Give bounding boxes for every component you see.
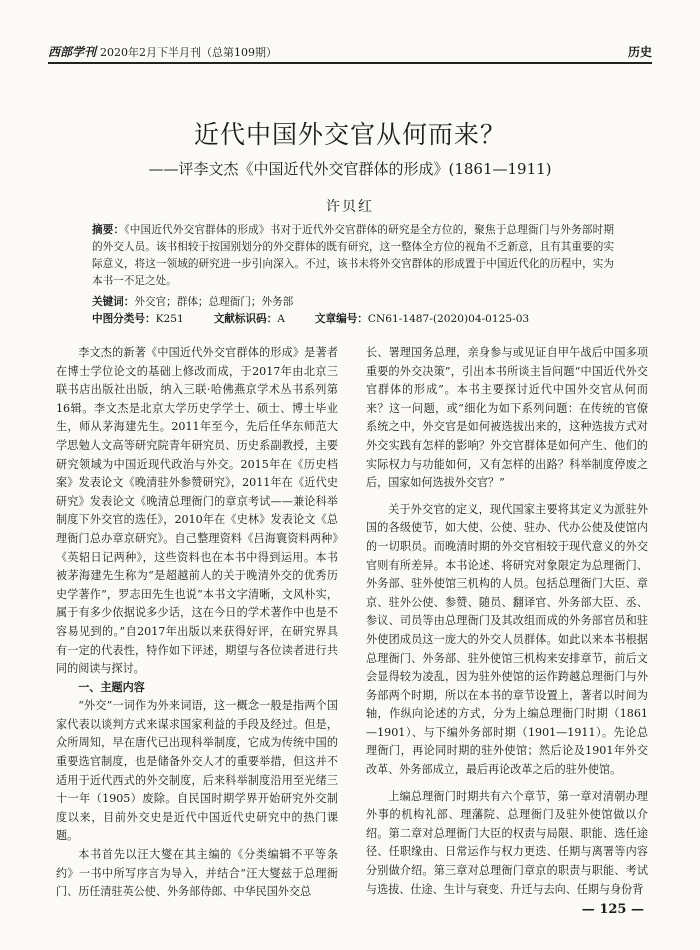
clc-number	[92, 311, 184, 326]
paragraph: 李文杰的新著《中国近代外交官群体的形成》是著者在博士学位论文的基础上修改而成，于2017年由北京三联书店出版社出版，纳入三联·哈佛燕京学术丛书系列第16辑。李文杰是北京大学历史学学士、硕士、博士毕业生，师从茅海建先生。2011年至今，先后任华东师范大学思勉人文高等研究院青年研究员、历史系副教授，主要研究领域为中国近现代政治与外交。2015年在《历史档案》发表论文《晚清驻外参赞研究》，2011年在《近代史研究》发表论文《晚清总理衙门的章京考试——兼论科举制度下外交官的选任》，2010年在《史林》发表论文《总理衙门总办章京研究》。自己整理资料《吕海寰资料两种》《英轺日记两种》，这些资料也在本书中得到运用。本书被茅海建先生称为“是超越前人的关于晚清外交的优秀历史学著作”，罗志田先生也说“本书文字清晰，文风朴实，属于有多少依据说多少话，这在今日的学术著作中也是不容易见到的。”自2017年出版以来获得好评，在研究界具有一定的代表性，特作如下评述，期望与各位读者进行共同的阅读与探讨。	[56, 346, 338, 676]
paragraph: “外交”一词作为外来词语，这一概念一般是指两个国家代表以谈判方式来谋求国家利益的手段及经过。但是，众所周知，早在唐代已出现科举制度，它成为传统中国的重要选官制度，也是储备外交人才的重要举措，但这并不适用于近代西式的外交制度，后来科举制度沿用至光绪三十一年（1905）废除。自民国时期学界开始研究外交制度以来，目前外交史是近代中国近代史研究中的热门课题。	[56, 699, 338, 843]
abstract-label: 摘要：	[92, 224, 125, 236]
paragraph: 本书首先以汪大燮在其主编的《分类编辑不平等条约》一书中所写序言为导入，并结合“汪大燮兹于总理衙门、历任清驻英公使、外务部侍郎、中华民国外交总	[56, 848, 338, 899]
clc-label: 中图分类号：	[92, 313, 156, 325]
section-label: 历史	[627, 45, 652, 59]
doc-label: 文献标识码：	[213, 313, 278, 325]
article-number	[315, 311, 529, 326]
keywords-text: 外交官；群体；总理衙门；外务部	[134, 296, 294, 308]
article-title: 近代中国外交官从何而来？	[193, 120, 506, 149]
paragraph: 上编总理衙门时期共有六个章节，第一章对清朝办理外事的机构礼部、理藩院、总理衙门及驻外使馆做以介绍。第二章对总理衙门大臣的权责与局限、职能、选任途径、任职缘由、日常运作与权力更迭、任期与离署等内容分别做介绍。第三章对总理衙门章京的职责与职能、考试与选拔、仕途、生计与衰变、升迁与去向、任期与身份背	[366, 789, 648, 896]
keywords-label: 关键词：	[92, 296, 135, 308]
section-heading: 一、主题内容	[78, 680, 145, 694]
journal-logo: 西部学刊	[48, 45, 97, 59]
paragraph: 关于外交官的定义，现代国家主要将其定义为派驻外国的各级使节，如大使、公使、驻办、代办公使及使馆内的一切职员。而晚清时期的外交官相较于现代意义的外交官则有所差异。本书论述、将研究对象限定为总理衙门、外务部、驻外使馆三机构的人员。包括总理衙门大臣、章京、驻外公使、参赞、随员、翻译官、外务部大臣、丞、参议、司员等由总理衙门及其改组而成的外务部官员和驻外使团成员这一庞大的外交人员群体。如此以来本书根据总理衙门、外务部、驻外使馆三机构来安排章节，前后文会显得较为凌乱，因为驻外使馆的运作跨越总理衙门与外务部两个时期，所以在本书的章节设置上，著者以时间为轴，作纵向论述的方式，分为上编总理衙门时期（1861—1901）、与下编外务部时期（1901—1911）。先论总理衙门，再论同时期的驻外使馆；然后论及1901年外交改革、外务部成立，最后再论改革之后的驻外使馆。	[366, 502, 648, 777]
document-code	[214, 311, 285, 326]
abstract-text: 《中国近代外交官群体的形成》书对于近代外交官群体的研究是全方位的，聚焦于总理衙门与外务部时期的外交人员。该书相较于按国别划分的外交群体的既有研究，这一整体全方位的视角不乏新意，且有其重要的实际意义，将这一领域的研究进一步引向深入。不过，该书未将外交官群体的形成置于中国近代化的历程中，实为本书一不足之处。	[92, 224, 614, 287]
article-value: CN61-1487-(2020)04-0125-03	[367, 313, 530, 325]
issue-info: 2020年2月下半月刊（总第109期）	[100, 46, 278, 59]
left-column	[56, 344, 338, 902]
paragraph: 长、署理国务总理，亲身参与或见证自甲午战后中国多项重要的外交决策”，引出本书所谈主旨问题“中国近代外交官群体的形成”。本书主要探讨近代中国外交官从何而来？这一问题，或“细化为如下系列问题：在传统的官僚系统之中，外交官是如何被选拔出来的，这种选拔方式对外交实践有怎样的影响？外交官群体是如何产生、他们的实际权力与功能如何，又有怎样的出路？科举制度停废之后，国家如何选拔外交官？”	[366, 346, 648, 490]
author-name: 许贝红	[326, 199, 374, 215]
header-left	[48, 43, 277, 60]
article-subtitle: ——评李文杰《中国近代外交官群体的形成》(1861—1911)	[148, 160, 552, 178]
doc-value: A	[277, 313, 285, 325]
keywords	[92, 294, 293, 309]
right-column	[366, 344, 648, 899]
article-label: 文章编号：	[314, 313, 368, 325]
page-number: — 125 —	[581, 902, 644, 917]
clc-value: K251	[155, 313, 184, 325]
abstract	[92, 222, 614, 290]
running-header	[48, 38, 652, 64]
classification-info	[92, 311, 614, 326]
